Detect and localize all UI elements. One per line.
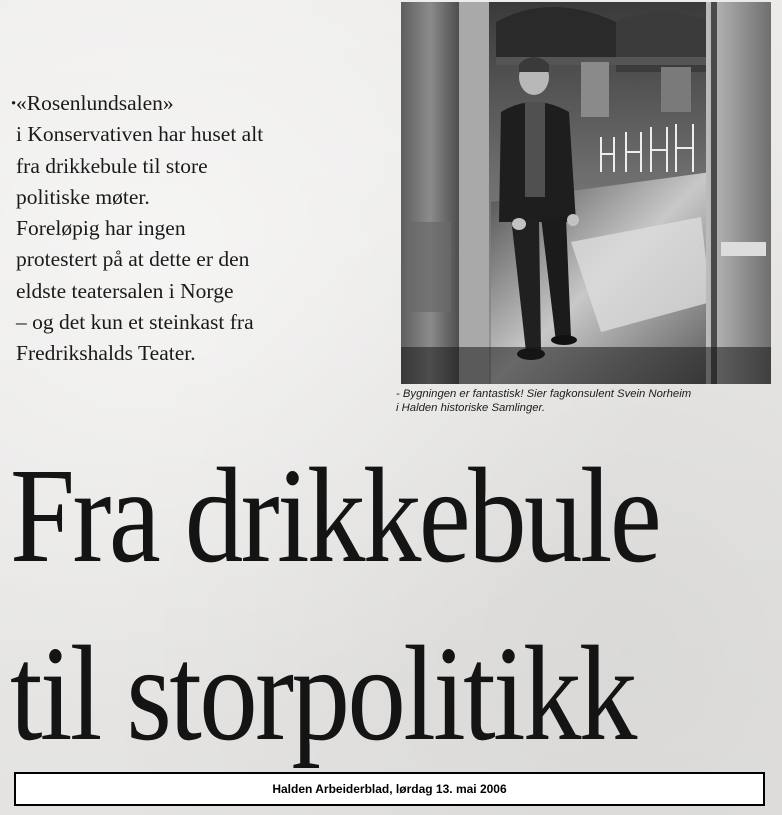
intro-line: i Konservativen har huset alt (16, 122, 264, 147)
headline-line-1: Fra drikkebule (10, 441, 660, 591)
source-label (14, 772, 765, 806)
photo-caption (396, 388, 776, 415)
caption-line: - Bygningen er fantastisk! Sier fagkonsulent Svein Norheim (396, 388, 692, 400)
intro-line: politiske møter. (16, 184, 150, 209)
intro-line: Foreløpig har ingen (16, 216, 186, 241)
headline-line-2: til storpolitikk (10, 619, 635, 769)
intro-paragraph (10, 88, 390, 370)
photo-man-in-doorway (401, 2, 771, 384)
headline (10, 433, 782, 777)
intro-line: fra drikkebule til store (16, 153, 208, 178)
intro-line: ·«Rosenlundsalen» (10, 88, 390, 119)
bullet-dot: · (10, 91, 18, 115)
caption-line: i Halden historiske Samlinger. (396, 401, 546, 414)
intro-line: – og det kun et steinkast fra (16, 310, 254, 335)
source-text: Halden Arbeiderblad, lørdag 13. mai 2006 (272, 782, 507, 796)
intro-line: protestert på at dette er den (16, 247, 250, 272)
intro-line: Fredrikshalds Teater. (16, 341, 196, 366)
intro-line: eldste teatersalen i Norge (16, 278, 234, 303)
